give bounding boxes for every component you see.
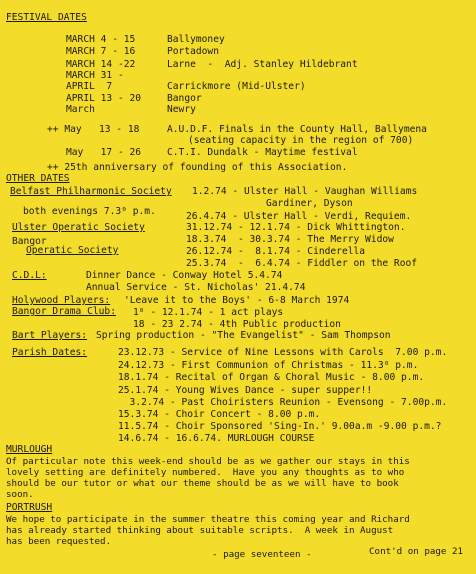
adf-line2: (seating capacity in the region of 700) <box>188 135 414 146</box>
other-dates-heading: OTHER DATES <box>6 173 70 184</box>
murlough-line: lovely setting are definitely numbered. Have you any thoughts as to who <box>6 467 405 478</box>
verdi-line: 26.4.74 - Ulster Hall - Verdi, Requiem. <box>186 211 412 222</box>
festival-place: Bangor <box>167 93 202 104</box>
both-evenings: both evenings 7.3⁰ p.m. <box>23 206 156 217</box>
cdl-line2: Annual Service - St. Nicholas' 21.4.74 <box>86 282 306 293</box>
cdl-label: C.D.L: <box>12 270 47 281</box>
bangor-line: 25.3.74 - 6.4.74 - Fiddler on the Roof <box>186 258 418 269</box>
festival-date: APRIL 13 - 20 <box>66 93 142 104</box>
parish-item: 11.5.74 - Choir Sponsored 'Sing-In.' 9.00a.m -9.00 p.m.? <box>118 421 442 432</box>
uos-label: Ulster Operatic Society <box>12 222 145 233</box>
festival-date: March <box>66 104 95 115</box>
bangor-line: 26.12.74 - 8.1.74 - Cinderella <box>186 246 366 257</box>
parish-item: 14.6.74 - 16.6.74. MURLOUGH COURSE <box>118 433 315 444</box>
bart-text: Spring production - "The Evangelist" - Sam Thompson <box>96 330 391 341</box>
bps-line1: 1.2.74 - Ulster Hall - Vaughan Williams <box>192 186 418 197</box>
bps-label: Belfast Philharmonic Society <box>10 186 172 197</box>
bps-line2: Gardiner, Dyson <box>266 198 353 209</box>
anniversary-note: ++ 25th anniversary of founding of this Association. <box>47 162 348 173</box>
bdc-line2: 18 - 23 2.74 - 4th Public production <box>133 319 341 330</box>
festival-date: MARCH 7 - 16 <box>66 46 136 57</box>
bart-label: Bart Players: <box>12 330 88 341</box>
bdc-label: Bangor Drama Club: <box>12 306 116 317</box>
holywood-text: 'Leave it to the Boys' - 6-8 March 1974 <box>124 295 350 306</box>
bangor-line: 18.3.74 - 30.3.74 - The Merry Widow <box>186 234 394 245</box>
murlough-line: soon. <box>6 489 34 500</box>
cti-date: May 17 - 26 <box>66 147 142 158</box>
page-number: - page seventeen - <box>212 549 312 560</box>
murlough-line: Of particular note this week-end should be as we gather our stays in this <box>6 456 410 467</box>
bangor-label-2: Operatic Society <box>26 245 119 256</box>
parish-item: 18.1.74 - Recital of Organ & Choral Music - 8.00 p.m. <box>118 372 425 383</box>
portrush-line: has been requested. <box>6 536 112 547</box>
festival-place: Portadown <box>167 46 219 57</box>
parish-item: 25.1.74 - Young Wives Dance - super supper!! <box>118 385 373 396</box>
festival-date: MARCH 14 -22 <box>66 59 136 70</box>
uos-line: 31.12.74 - 12.1.74 - Dick Whittington. <box>186 222 406 233</box>
parish-item: 15.3.74 - Choir Concert - 8.00 p.m. <box>118 409 321 420</box>
holywood-label: Holywood Players: <box>12 295 111 306</box>
portrush-heading: PORTRUSH <box>6 502 53 513</box>
parish-label: Parish Dates: <box>12 347 88 358</box>
festival-place: Newry <box>167 104 196 115</box>
bangor-label: Bangor <box>12 236 47 247</box>
adf-line1: A.U.D.F. Finals in the County Hall, Ballymena <box>167 124 427 135</box>
cti-text: C.T.I. Dundalk - Maytime festival <box>167 147 358 158</box>
murlough-line: should be our tutor or what our theme should be as we will have to book <box>6 478 399 489</box>
bdc-line1: 1⁰ - 12.1.74 - 1 act plays <box>133 307 284 318</box>
parish-item: 3.2.74 - Past Choiristers Reunion - Evensong - 7.00p.m. <box>118 397 448 408</box>
festival-date: APRIL 7 <box>66 81 113 92</box>
festival-place: Ballymoney <box>167 34 225 45</box>
adf-date: ++ May 13 - 18 <box>47 124 140 135</box>
festival-date: MARCH 4 - 15 <box>66 34 136 45</box>
festival-date: MARCH 31 - <box>66 70 124 81</box>
festival-place: Carrickmore (Mid-Ulster) <box>167 81 306 92</box>
portrush-line: We hope to participate in the summer theatre this coming year and Richard <box>6 514 410 525</box>
portrush-line: has already started thinking about suitable scripts. A week in August <box>6 525 394 536</box>
continued-note: Cont'd on page 21 <box>369 546 464 557</box>
parish-item: 23.12.73 - Service of Nine Lessons with Carols 7.00 p.m. <box>118 347 448 358</box>
festival-place: Larne - Adj. Stanley Hildebrant <box>167 59 358 70</box>
festival-heading: FESTIVAL DATES <box>6 12 87 23</box>
murlough-heading: MURLOUGH <box>6 444 53 455</box>
cdl-line1: Dinner Dance - Conway Hotel 5.4.74 <box>86 270 283 281</box>
parish-item: 24.12.73 - First Communion of Christmas - 11.3⁰ p.m. <box>118 360 419 371</box>
